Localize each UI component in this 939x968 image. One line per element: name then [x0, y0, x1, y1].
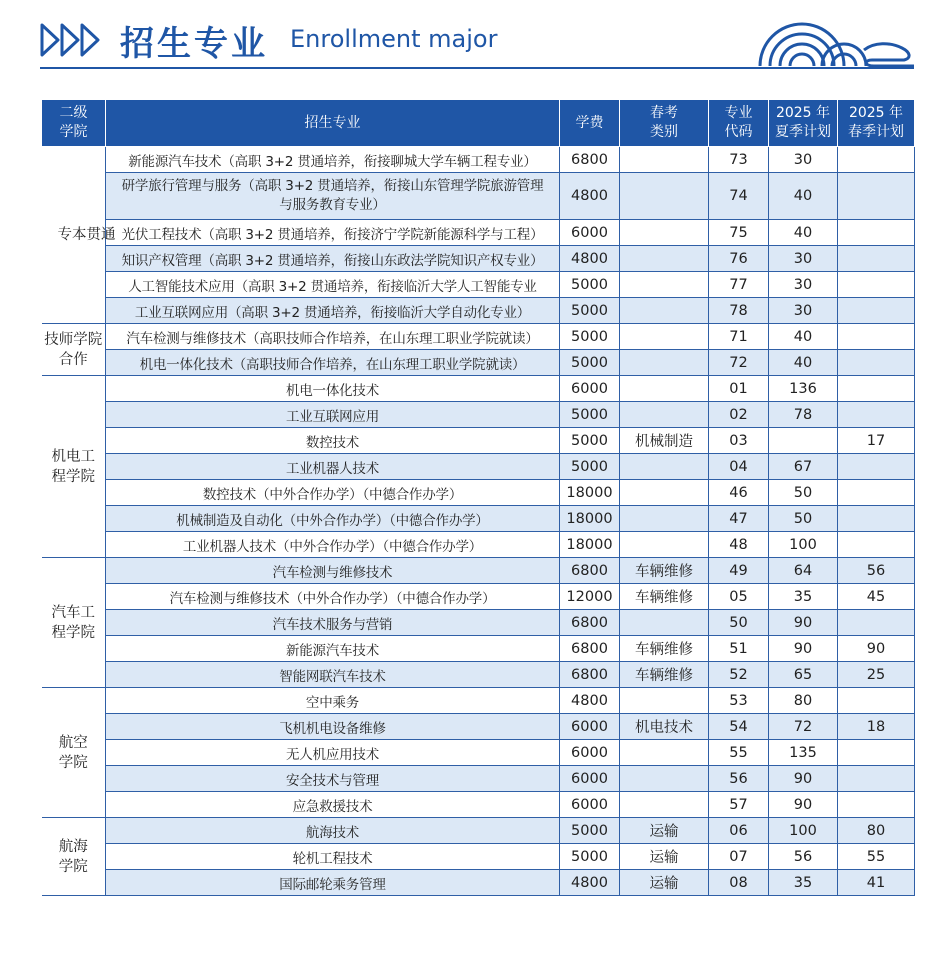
summer-plan-cell: 90	[769, 766, 838, 792]
major-cell: 工业互联网应用（高职 3+2 贯通培养，衔接临沂大学自动化专业）	[106, 298, 560, 324]
major-cell: 汽车检测与维修技术	[106, 558, 560, 584]
table-row	[42, 324, 915, 350]
summer-plan-cell: 100	[769, 818, 838, 844]
code-cell: 06	[709, 818, 769, 844]
page-header	[0, 0, 939, 80]
major-cell: 研学旅行管理与服务（高职 3+2 贯通培养，衔接山东管理学院旅游管理与服务教育专业）	[106, 173, 560, 220]
summer-plan-cell: 100	[769, 532, 838, 558]
fee-cell: 6800	[560, 662, 620, 688]
major-cell: 空中乘务	[106, 688, 560, 714]
category-cell: 车辆维修	[620, 636, 709, 662]
header-fee: 学费	[560, 100, 620, 147]
category-cell: 车辆维修	[620, 584, 709, 610]
summer-plan-cell: 64	[769, 558, 838, 584]
category-cell: 运输	[620, 844, 709, 870]
spring-plan-cell	[838, 350, 915, 376]
category-cell	[620, 298, 709, 324]
enrollment-table	[41, 99, 915, 896]
fee-cell: 18000	[560, 480, 620, 506]
category-cell	[620, 740, 709, 766]
table-row	[42, 350, 915, 376]
major-cell: 应急救援技术	[106, 792, 560, 818]
spring-plan-cell	[838, 792, 915, 818]
summer-plan-cell: 30	[769, 272, 838, 298]
table-header-row	[42, 100, 915, 147]
code-cell: 47	[709, 506, 769, 532]
spring-plan-cell: 80	[838, 818, 915, 844]
college-cell: 技师学院合作	[42, 324, 106, 376]
major-cell: 安全技术与管理	[106, 766, 560, 792]
summer-plan-cell: 80	[769, 688, 838, 714]
summer-plan-cell: 90	[769, 792, 838, 818]
code-cell: 04	[709, 454, 769, 480]
category-cell	[620, 246, 709, 272]
table-row	[42, 532, 915, 558]
spring-plan-cell	[838, 246, 915, 272]
fee-cell: 6000	[560, 792, 620, 818]
code-cell: 48	[709, 532, 769, 558]
table-row	[42, 870, 915, 896]
code-cell: 72	[709, 350, 769, 376]
code-cell: 75	[709, 220, 769, 246]
header-major: 招生专业	[106, 100, 560, 147]
triple-chevron-icon	[40, 22, 110, 58]
arch-rings-logo-icon	[752, 20, 917, 70]
header-divider	[40, 67, 914, 69]
table-row	[42, 376, 915, 402]
major-cell: 轮机工程技术	[106, 844, 560, 870]
fee-cell: 5000	[560, 324, 620, 350]
summer-plan-cell: 90	[769, 610, 838, 636]
major-cell: 汽车检测与维修技术（高职技师合作培养，在山东理工职业学院就读）	[106, 324, 560, 350]
major-cell: 光伏工程技术（高职 3+2 贯通培养，衔接济宁学院新能源科学与工程）	[106, 220, 560, 246]
category-cell	[620, 506, 709, 532]
table-row	[42, 818, 915, 844]
code-cell: 57	[709, 792, 769, 818]
summer-plan-cell: 135	[769, 740, 838, 766]
spring-plan-cell	[838, 173, 915, 220]
page-title: 招生专业	[120, 24, 268, 64]
header-major-code: 专业代码	[709, 100, 769, 147]
fee-cell: 6800	[560, 636, 620, 662]
fee-cell: 4800	[560, 688, 620, 714]
spring-plan-cell	[838, 376, 915, 402]
code-cell: 01	[709, 376, 769, 402]
summer-plan-cell: 40	[769, 173, 838, 220]
fee-cell: 18000	[560, 532, 620, 558]
table-row	[42, 558, 915, 584]
major-cell: 工业机器人技术（中外合作办学）（中德合作办学）	[106, 532, 560, 558]
header-spring-plan: 2025 年春季计划	[838, 100, 915, 147]
spring-plan-cell	[838, 506, 915, 532]
major-cell: 航海技术	[106, 818, 560, 844]
table-row	[42, 480, 915, 506]
category-cell	[620, 792, 709, 818]
summer-plan-cell: 40	[769, 220, 838, 246]
spring-plan-cell	[838, 147, 915, 173]
table-row	[42, 844, 915, 870]
code-cell: 50	[709, 610, 769, 636]
college-cell: 专本贯通	[42, 147, 106, 324]
category-cell: 车辆维修	[620, 662, 709, 688]
college-cell: 航空学院	[42, 688, 106, 818]
category-cell	[620, 610, 709, 636]
code-cell: 08	[709, 870, 769, 896]
summer-plan-cell: 50	[769, 506, 838, 532]
table-row	[42, 147, 915, 173]
table-row	[42, 714, 915, 740]
code-cell: 07	[709, 844, 769, 870]
spring-plan-cell: 17	[838, 428, 915, 454]
page-subtitle: Enrollment major	[290, 25, 498, 53]
category-cell	[620, 454, 709, 480]
table-row	[42, 298, 915, 324]
summer-plan-cell: 90	[769, 636, 838, 662]
code-cell: 76	[709, 246, 769, 272]
table-row	[42, 506, 915, 532]
table-row	[42, 610, 915, 636]
category-cell	[620, 402, 709, 428]
major-cell: 新能源汽车技术	[106, 636, 560, 662]
major-cell: 国际邮轮乘务管理	[106, 870, 560, 896]
code-cell: 77	[709, 272, 769, 298]
summer-plan-cell: 35	[769, 870, 838, 896]
spring-plan-cell: 25	[838, 662, 915, 688]
code-cell: 03	[709, 428, 769, 454]
summer-plan-cell: 78	[769, 402, 838, 428]
code-cell: 56	[709, 766, 769, 792]
fee-cell: 6800	[560, 610, 620, 636]
fee-cell: 4800	[560, 173, 620, 220]
major-cell: 飞机机电设备维修	[106, 714, 560, 740]
fee-cell: 5000	[560, 818, 620, 844]
fee-cell: 12000	[560, 584, 620, 610]
code-cell: 02	[709, 402, 769, 428]
major-cell: 机械制造及自动化（中外合作办学）（中德合作办学）	[106, 506, 560, 532]
major-cell: 数控技术（中外合作办学）（中德合作办学）	[106, 480, 560, 506]
table-row	[42, 220, 915, 246]
table-row	[42, 428, 915, 454]
header-summer-plan: 2025 年夏季计划	[769, 100, 838, 147]
spring-plan-cell: 55	[838, 844, 915, 870]
category-cell	[620, 532, 709, 558]
major-cell: 工业互联网应用	[106, 402, 560, 428]
code-cell: 51	[709, 636, 769, 662]
code-cell: 54	[709, 714, 769, 740]
category-cell	[620, 766, 709, 792]
fee-cell: 5000	[560, 272, 620, 298]
fee-cell: 6000	[560, 376, 620, 402]
fee-cell: 4800	[560, 246, 620, 272]
spring-plan-cell	[838, 480, 915, 506]
category-cell	[620, 688, 709, 714]
spring-plan-cell: 45	[838, 584, 915, 610]
category-cell: 运输	[620, 870, 709, 896]
category-cell	[620, 220, 709, 246]
code-cell: 52	[709, 662, 769, 688]
table-row	[42, 272, 915, 298]
major-cell: 机电一体化技术（高职技师合作培养，在山东理工职业学院就读）	[106, 350, 560, 376]
summer-plan-cell: 40	[769, 350, 838, 376]
major-cell: 知识产权管理（高职 3+2 贯通培养，衔接山东政法学院知识产权专业）	[106, 246, 560, 272]
major-cell: 机电一体化技术	[106, 376, 560, 402]
fee-cell: 4800	[560, 870, 620, 896]
category-cell	[620, 350, 709, 376]
fee-cell: 5000	[560, 844, 620, 870]
category-cell	[620, 480, 709, 506]
summer-plan-cell: 65	[769, 662, 838, 688]
spring-plan-cell	[838, 298, 915, 324]
code-cell: 78	[709, 298, 769, 324]
fee-cell: 5000	[560, 350, 620, 376]
major-cell: 汽车检测与维修技术（中外合作办学）（中德合作办学）	[106, 584, 560, 610]
code-cell: 73	[709, 147, 769, 173]
summer-plan-cell: 30	[769, 298, 838, 324]
spring-plan-cell	[838, 220, 915, 246]
summer-plan-cell: 30	[769, 147, 838, 173]
major-cell: 工业机器人技术	[106, 454, 560, 480]
code-cell: 49	[709, 558, 769, 584]
spring-plan-cell	[838, 324, 915, 350]
summer-plan-cell: 35	[769, 584, 838, 610]
table-row	[42, 173, 915, 220]
category-cell	[620, 173, 709, 220]
summer-plan-cell: 56	[769, 844, 838, 870]
code-cell: 05	[709, 584, 769, 610]
major-cell: 新能源汽车技术（高职 3+2 贯通培养，衔接聊城大学车辆工程专业）	[106, 147, 560, 173]
spring-plan-cell	[838, 402, 915, 428]
spring-plan-cell	[838, 688, 915, 714]
fee-cell: 5000	[560, 454, 620, 480]
category-cell	[620, 147, 709, 173]
fee-cell: 6800	[560, 558, 620, 584]
summer-plan-cell: 136	[769, 376, 838, 402]
category-cell: 机电技术	[620, 714, 709, 740]
table-row	[42, 246, 915, 272]
fee-cell: 6000	[560, 220, 620, 246]
spring-plan-cell	[838, 740, 915, 766]
fee-cell: 5000	[560, 298, 620, 324]
spring-plan-cell: 18	[838, 714, 915, 740]
spring-plan-cell: 90	[838, 636, 915, 662]
table-row	[42, 662, 915, 688]
summer-plan-cell: 72	[769, 714, 838, 740]
college-cell: 航海学院	[42, 818, 106, 896]
category-cell: 车辆维修	[620, 558, 709, 584]
spring-plan-cell	[838, 610, 915, 636]
category-cell	[620, 272, 709, 298]
summer-plan-cell: 50	[769, 480, 838, 506]
table-row	[42, 792, 915, 818]
college-cell: 汽车工程学院	[42, 558, 106, 688]
major-cell: 人工智能技术应用（高职 3+2 贯通培养，衔接临沂大学人工智能专业	[106, 272, 560, 298]
header-college: 二级学院	[42, 100, 106, 147]
spring-plan-cell	[838, 532, 915, 558]
spring-plan-cell: 56	[838, 558, 915, 584]
table-row	[42, 584, 915, 610]
code-cell: 74	[709, 173, 769, 220]
category-cell: 机械制造	[620, 428, 709, 454]
table-row	[42, 636, 915, 662]
major-cell: 汽车技术服务与营销	[106, 610, 560, 636]
category-cell	[620, 324, 709, 350]
code-cell: 53	[709, 688, 769, 714]
major-cell: 数控技术	[106, 428, 560, 454]
category-cell	[620, 376, 709, 402]
major-cell: 智能网联汽车技术	[106, 662, 560, 688]
fee-cell: 6000	[560, 766, 620, 792]
spring-plan-cell	[838, 766, 915, 792]
table-row	[42, 402, 915, 428]
spring-plan-cell: 41	[838, 870, 915, 896]
header-spring-category: 春考类别	[620, 100, 709, 147]
summer-plan-cell: 30	[769, 246, 838, 272]
summer-plan-cell	[769, 428, 838, 454]
table-row	[42, 688, 915, 714]
spring-plan-cell	[838, 272, 915, 298]
summer-plan-cell: 67	[769, 454, 838, 480]
summer-plan-cell: 40	[769, 324, 838, 350]
fee-cell: 18000	[560, 506, 620, 532]
code-cell: 71	[709, 324, 769, 350]
college-cell: 机电工程学院	[42, 376, 106, 558]
fee-cell: 6000	[560, 740, 620, 766]
fee-cell: 6000	[560, 714, 620, 740]
fee-cell: 5000	[560, 402, 620, 428]
table-row	[42, 766, 915, 792]
code-cell: 46	[709, 480, 769, 506]
fee-cell: 5000	[560, 428, 620, 454]
fee-cell: 6800	[560, 147, 620, 173]
table-row	[42, 454, 915, 480]
spring-plan-cell	[838, 454, 915, 480]
category-cell: 运输	[620, 818, 709, 844]
code-cell: 55	[709, 740, 769, 766]
table-row	[42, 740, 915, 766]
major-cell: 无人机应用技术	[106, 740, 560, 766]
